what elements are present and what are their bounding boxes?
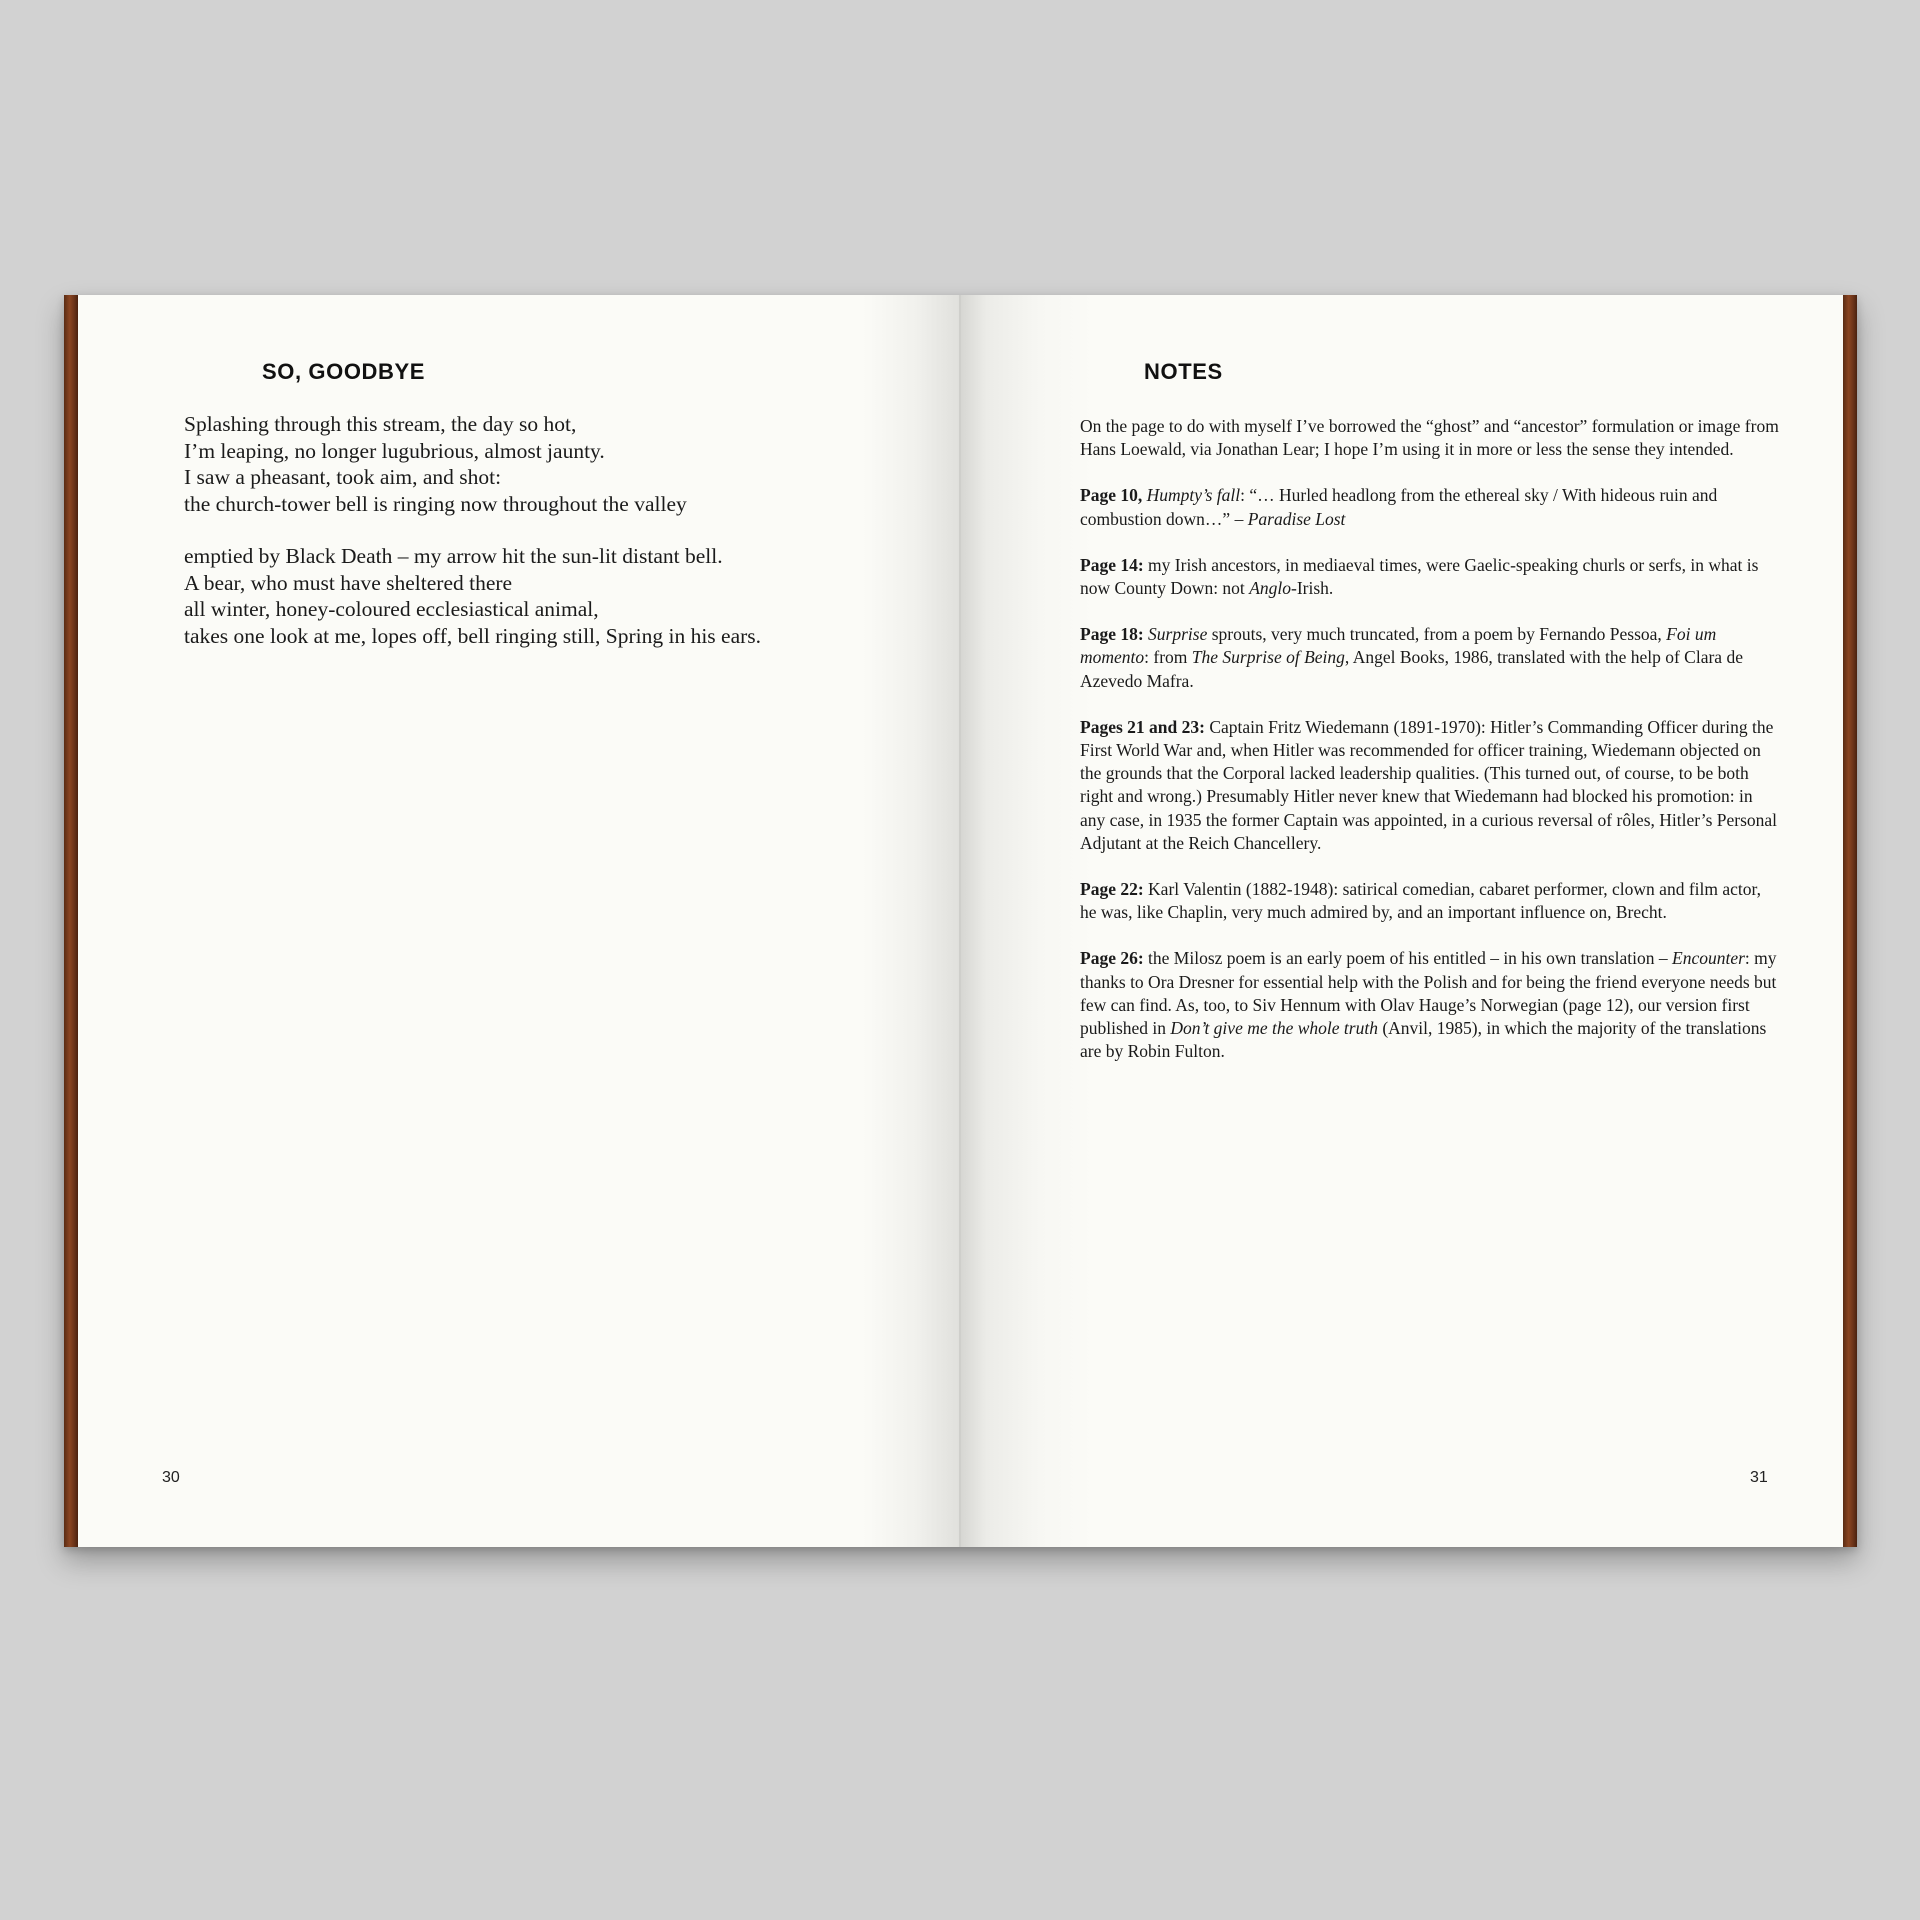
page-number-right: 31 xyxy=(1750,1469,1768,1486)
poem-line: I saw a pheasant, took aim, and shot: xyxy=(184,465,502,489)
note-text: the Milosz poem is an early poem of his entitled – in his own translation – xyxy=(1143,948,1672,969)
note-page-ref: Page 26: xyxy=(1080,948,1144,969)
gutter xyxy=(959,295,961,1547)
note-text: Don’t give me the whole truth xyxy=(1170,1018,1378,1039)
note-text: Humpty’s fall xyxy=(1146,485,1241,506)
poem-line: emptied by Black Death – my arrow hit the sun-lit distant bell. xyxy=(184,544,723,568)
poem-line: the church-tower bell is ringing now throughout the valley xyxy=(184,491,687,516)
note-text: -Irish. xyxy=(1291,578,1334,599)
note-page-ref: Pages 21 and 23: xyxy=(1080,716,1205,737)
note-text: Paradise Lost xyxy=(1247,508,1346,529)
cover-edge-right xyxy=(1843,295,1857,1547)
note-text: sprouts, very much truncated, from a poem by Fernando Pessoa, xyxy=(1207,624,1667,645)
notes-title: NOTES xyxy=(1144,359,1223,384)
note-text: (Anvil, 1985), in which the majority of the translations are by Robin Fulton. xyxy=(1080,1018,1767,1062)
note-text: On the page to do with myself I’ve borrowed the “ghost” and “ancestor” formulation or image from Hans Loewald, via Jonathan Lear; I hope I’m using it in more or less the sense they intended. xyxy=(1080,416,1779,460)
notes-body xyxy=(1080,415,1780,1086)
poem-stanza xyxy=(184,543,874,649)
note-paragraph xyxy=(1080,947,1780,1063)
note-text: Foi um momento xyxy=(1080,624,1717,668)
note-text: Anglo xyxy=(1249,578,1291,599)
note-page-ref: Page 14: xyxy=(1080,554,1144,575)
note-page-ref: Page 18: xyxy=(1080,624,1144,645)
cover-edge-left xyxy=(64,295,78,1547)
poem-line: all winter, honey-coloured ecclesiastical animal, xyxy=(184,597,599,621)
note-text: Karl Valentin (1882-1948): satirical comedian, cabaret performer, clown and film actor, he was, like Chaplin, very much admired by, and an important influence on, Brecht. xyxy=(1080,879,1762,923)
note-paragraph xyxy=(1080,878,1780,924)
poem-line: I’m leaping, no longer lugubrious, almost jaunty. xyxy=(184,438,605,463)
note-text: Encounter xyxy=(1672,948,1745,969)
note-paragraph xyxy=(1080,554,1780,600)
page-number-left: 30 xyxy=(162,1469,180,1486)
note-page-ref: Page 22: xyxy=(1080,879,1144,900)
note-text: Captain Fritz Wiedemann (1891-1970): Hitler’s Commanding Officer during the First World War and, when Hitler was recommended for officer training, Wiedemann objected on the grounds that the Corporal lacked leadership qualities. (This turned out, of course, to be both right and wrong.) Presumably Hitler never knew that Wiedemann had blocked his promotion: in any case, in 1935 the former Captain was appointed, in a curious reversal of rôles, Hitler’s Personal Adjutant at the Reich Chancellery. xyxy=(1080,716,1778,853)
poem-line: Splashing through this stream, the day so hot, xyxy=(184,412,577,436)
poem-title: SO, GOODBYE xyxy=(262,359,426,384)
note-text: my Irish ancestors, in mediaeval times, were Gaelic-speaking churls or serfs, in what is now County Down: not xyxy=(1080,554,1759,599)
note-text: The Surprise of Being xyxy=(1191,647,1345,668)
note-paragraph xyxy=(1080,484,1780,530)
poem-line: A bear, who must have sheltered there xyxy=(184,570,513,595)
note-text: : from xyxy=(1144,647,1192,668)
poem-line: takes one look at me, lopes off, bell ringing still, Spring in his ears. xyxy=(184,623,762,648)
poem-body xyxy=(184,411,874,675)
note-page-ref: Page 10, xyxy=(1080,485,1147,506)
note-paragraph xyxy=(1080,623,1780,693)
note-text: : “… Hurled headlong from the ethereal sky / With hideous ruin and combustion down…” – xyxy=(1080,485,1718,529)
note-text: : my thanks to Ora Dresner for essential help with the Polish and for being the friend everyone needs but few can find. As, too, to Siv Hennum with Olav Hauge’s Norwegian (page 12), our version first published in xyxy=(1080,948,1777,1039)
note-paragraph xyxy=(1080,716,1780,855)
note-text: , Angel Books, 1986, translated with the help of Clara de Azevedo Mafra. xyxy=(1080,647,1743,691)
note-paragraph xyxy=(1080,415,1780,461)
poem-stanza xyxy=(184,411,874,517)
note-text: Surprise xyxy=(1148,624,1208,645)
